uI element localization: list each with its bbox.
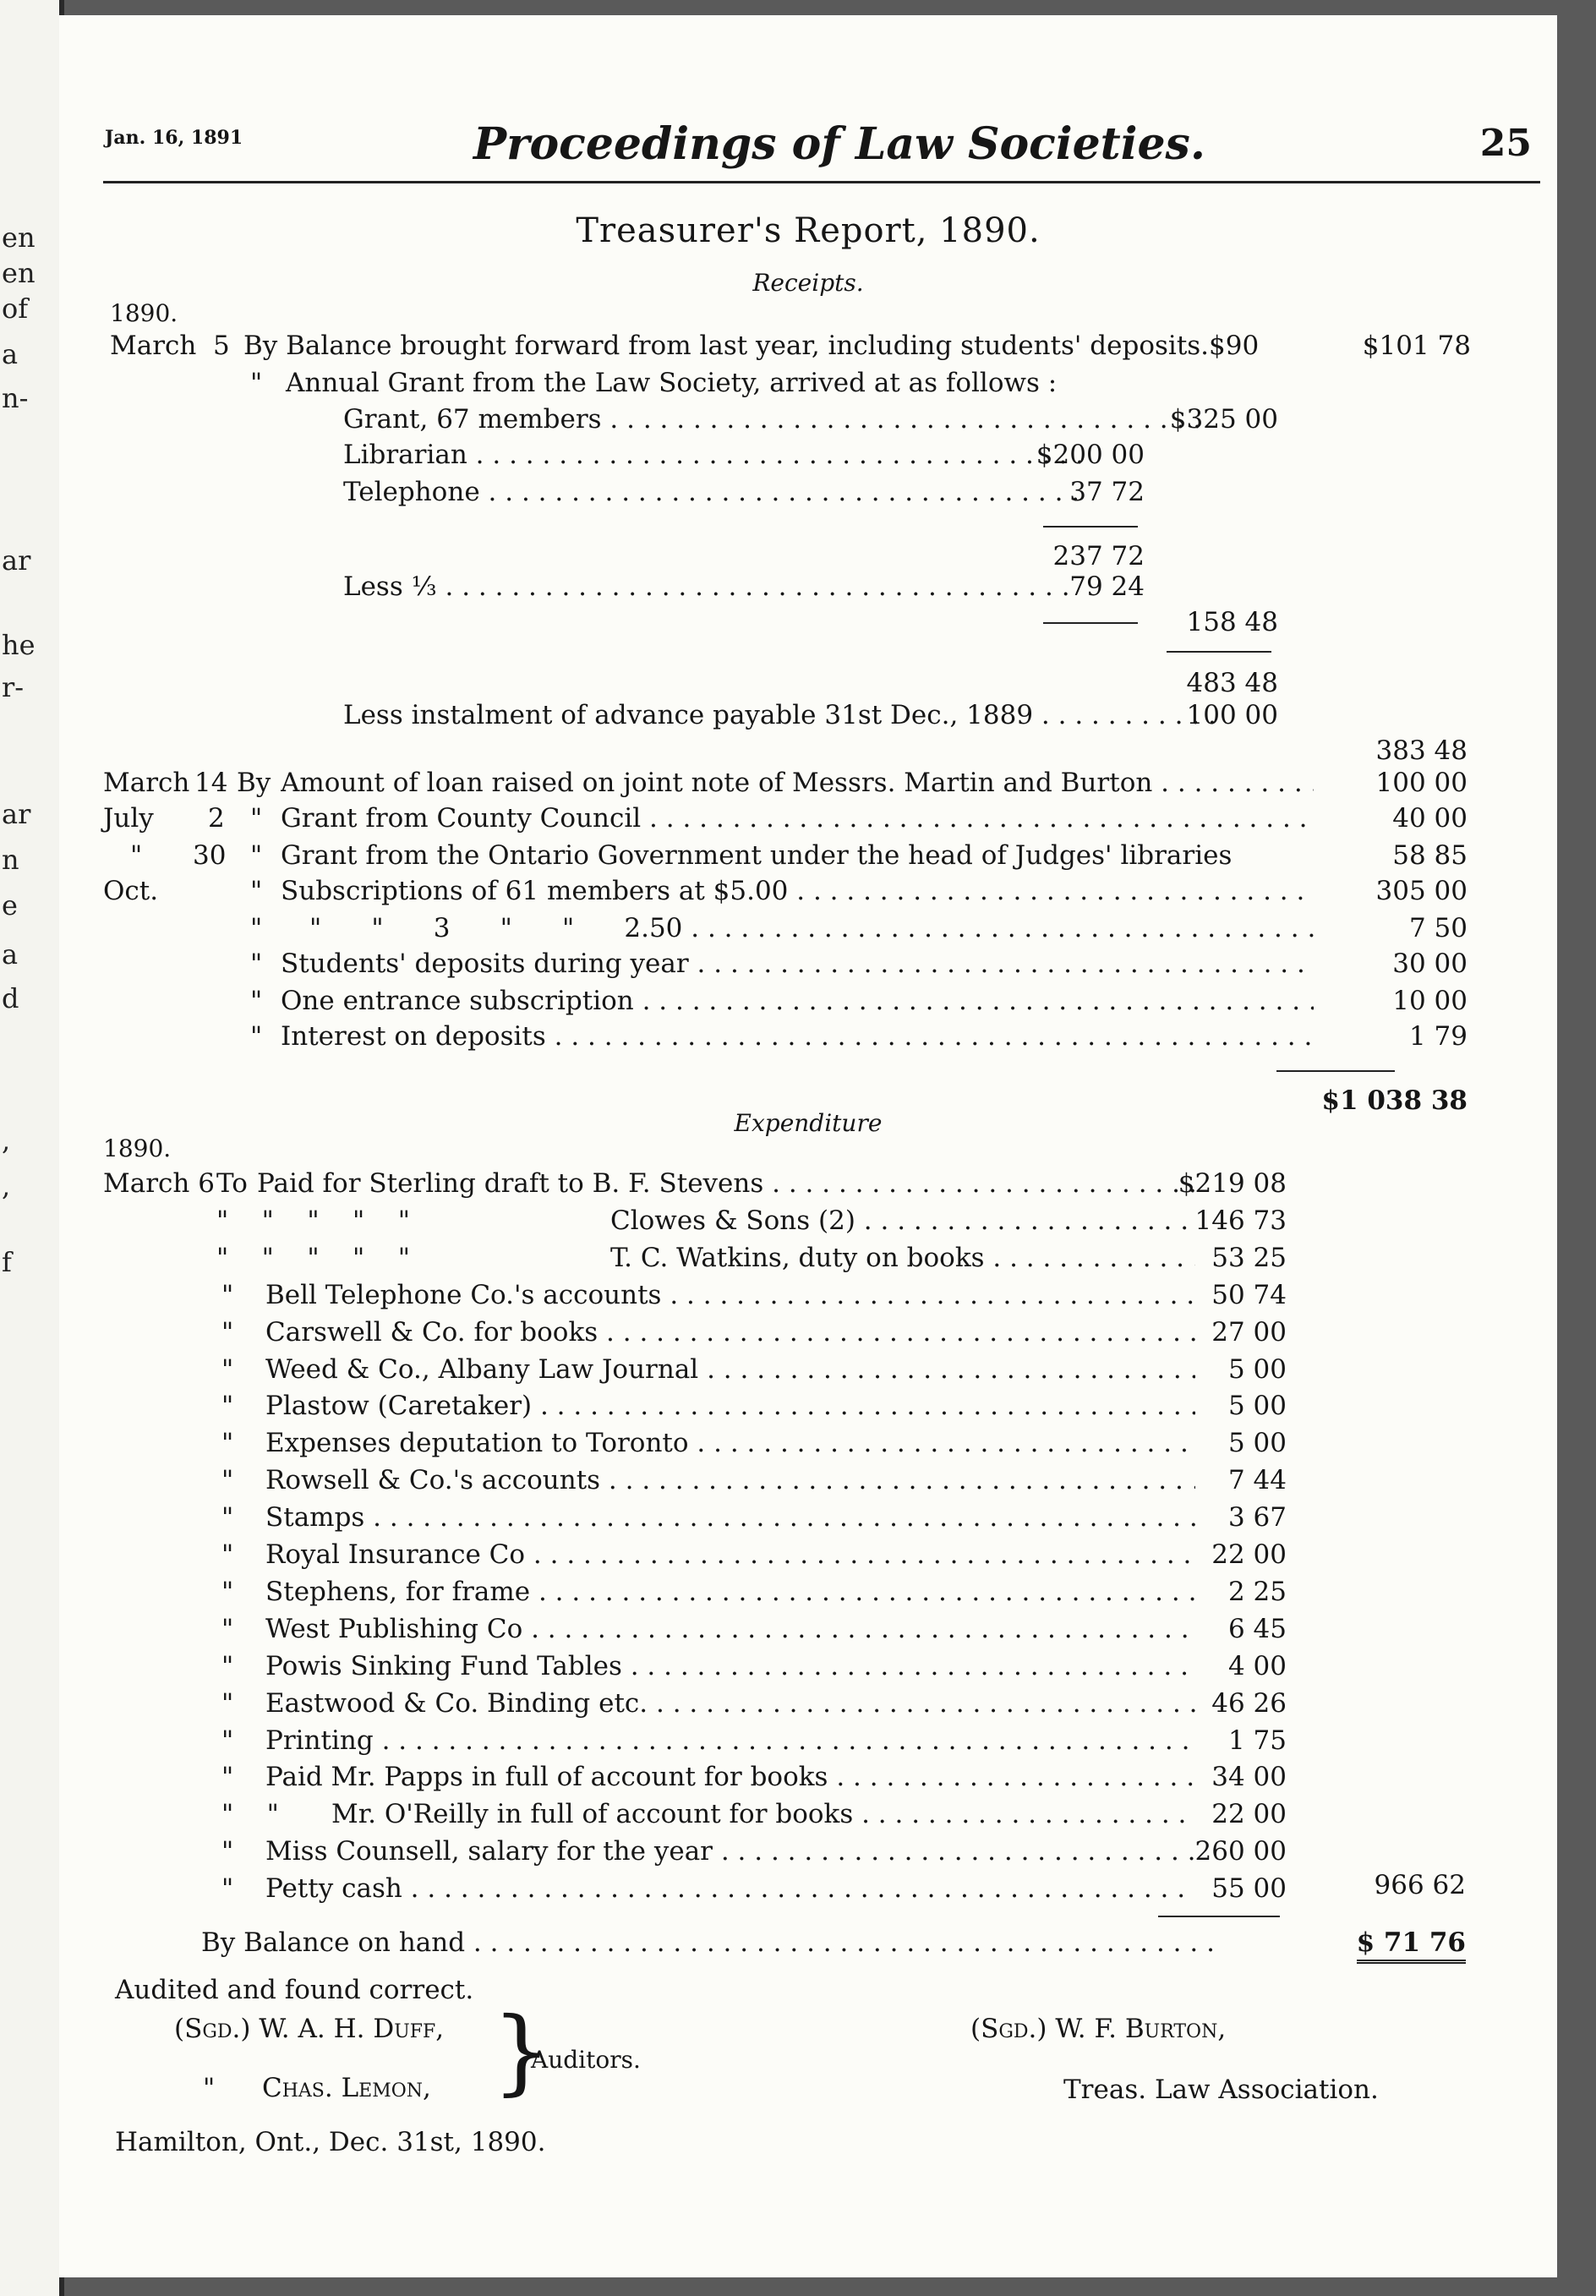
receipt-amount: 305 00 bbox=[1375, 876, 1468, 906]
margin-fragment: ar bbox=[2, 544, 31, 577]
adjacent-page-edge bbox=[0, 0, 64, 2296]
ditto-mark: " bbox=[221, 1577, 234, 1607]
receipt-date: July bbox=[103, 803, 154, 834]
expenditure-amount: 5 00 bbox=[1227, 1391, 1287, 1421]
expenditure-amount: 55 00 bbox=[1211, 1873, 1287, 1904]
margin-fragment: n bbox=[2, 844, 19, 876]
receipt-description: By Balance brought forward from last year, including students' deposits.$90 bbox=[243, 331, 1260, 361]
ditto-mark: " bbox=[250, 368, 263, 398]
ditto-mark: " bbox=[221, 1391, 234, 1421]
expenditure-description: Expenses deputation to Toronto . . . bbox=[265, 1428, 1195, 1458]
expenditure-amount: 260 00 bbox=[1194, 1836, 1287, 1867]
ditto-mark: " " " " " bbox=[216, 1205, 410, 1236]
ditto-mark: " bbox=[221, 1465, 234, 1495]
ditto-mark: " bbox=[221, 1614, 234, 1644]
expenditure-description: Royal Insurance Co . . . bbox=[265, 1539, 1195, 1570]
expenditure-description: West Publishing Co . . . bbox=[265, 1614, 1195, 1644]
expenditure-amount: 50 74 bbox=[1211, 1280, 1287, 1310]
expenditure-amount: 6 45 bbox=[1227, 1614, 1287, 1644]
ditto-mark: " bbox=[250, 876, 263, 906]
expenditure-description: Eastwood & Co. Binding etc. . . . bbox=[265, 1688, 1195, 1719]
grant-members-amount: $325 00 bbox=[1169, 404, 1278, 435]
receipt-amount: 40 00 bbox=[1392, 803, 1468, 834]
less-third-amount: 79 24 bbox=[1069, 571, 1145, 602]
margin-fragment: en bbox=[2, 257, 36, 289]
expenditure-amount: 2 25 bbox=[1227, 1577, 1287, 1607]
ditto-mark: " bbox=[250, 840, 263, 871]
receipt-day: 30 bbox=[193, 840, 227, 871]
expenditure-heading: Expenditure bbox=[734, 1109, 883, 1137]
expenditure-description: Rowsell & Co.'s accounts . . . bbox=[265, 1465, 1195, 1495]
expenditure-description: Carswell & Co. for books . . . bbox=[265, 1317, 1195, 1348]
receipt-amount: 10 00 bbox=[1392, 986, 1468, 1016]
receipt-amount: $101 78 bbox=[1362, 331, 1471, 361]
margin-fragment: f bbox=[2, 1246, 12, 1278]
expenditure-amount: 22 00 bbox=[1211, 1799, 1287, 1829]
receipt-description: Subscriptions of 61 members at $5.00 . . . bbox=[281, 876, 1314, 906]
expenditure-amount: 5 00 bbox=[1227, 1354, 1287, 1385]
auditor-signature: Chas. Lemon, bbox=[262, 2073, 431, 2103]
margin-fragment: a bbox=[2, 938, 19, 970]
margin-fragment: d bbox=[2, 982, 19, 1014]
ditto-mark: " bbox=[221, 1762, 234, 1792]
ditto-mark: " bbox=[250, 1021, 263, 1052]
ditto-mark: " bbox=[221, 1836, 234, 1867]
ditto-mark: " bbox=[250, 913, 263, 943]
receipt-amount: 58 85 bbox=[1392, 840, 1468, 871]
expenditure-description: T. C. Watkins, duty on books . . . bbox=[610, 1243, 1195, 1273]
less-instalment-label: Less instalment of advance payable 31st Dec., 1889 . . . bbox=[343, 700, 1214, 730]
expenditure-amount: 146 73 bbox=[1194, 1205, 1287, 1236]
brace: } bbox=[492, 1997, 551, 2105]
expenditure-description: Stamps . . . bbox=[265, 1502, 1195, 1533]
page-number: 25 bbox=[1479, 122, 1532, 165]
year-label: 1890. bbox=[103, 1134, 172, 1162]
margin-fragment: en bbox=[2, 221, 36, 254]
expenditure-prefix: To bbox=[216, 1168, 248, 1199]
expenditure-amount: 7 44 bbox=[1227, 1465, 1287, 1495]
ditto-mark: " bbox=[221, 1873, 234, 1904]
margin-fragment: n- bbox=[2, 382, 29, 414]
receipt-date: March bbox=[103, 768, 190, 798]
receipt-description: Amount of loan raised on joint note of Messrs. Martin and Burton . . . bbox=[281, 768, 1314, 798]
ditto-mark: " bbox=[221, 1354, 234, 1385]
expenditure-date: March 6 bbox=[103, 1168, 215, 1199]
net-grant: 383 48 bbox=[1375, 735, 1468, 766]
librarian-label: Librarian . . . bbox=[343, 440, 1080, 470]
receipts-total: $1 038 38 bbox=[1321, 1085, 1468, 1116]
ditto-mark: " bbox=[221, 1428, 234, 1458]
audit-statement: Audited and found correct. bbox=[115, 1975, 474, 2005]
balance-on-hand-amount: $ 71 76 bbox=[1357, 1927, 1466, 1964]
expenditure-amount: 34 00 bbox=[1211, 1762, 1287, 1792]
auditors-label: Auditors. bbox=[531, 2046, 641, 2074]
ditto-mark: " bbox=[221, 1725, 234, 1756]
librarian-amount: $200 00 bbox=[1036, 440, 1145, 470]
treasurer-title: Treas. Law Association. bbox=[1063, 2075, 1379, 2105]
ditto-mark: " bbox=[203, 2073, 216, 2103]
expenditure-description: Mr. O'Reilly in full of account for books . . . bbox=[331, 1799, 1195, 1829]
balance-on-hand-label: By Balance on hand . . . bbox=[201, 1927, 1222, 1958]
underline bbox=[1158, 1916, 1280, 1917]
year-label: 1890. bbox=[110, 299, 178, 327]
telephone-label: Telephone . . . bbox=[343, 477, 1080, 507]
underline bbox=[1167, 651, 1271, 653]
underline bbox=[1276, 1070, 1395, 1072]
header-rule bbox=[103, 181, 1540, 183]
receipt-prefix: By bbox=[237, 768, 271, 798]
total-grant: 483 48 bbox=[1186, 668, 1278, 698]
ditto-mark: " bbox=[221, 1688, 234, 1719]
underline bbox=[1043, 526, 1138, 528]
expenditure-amount: 4 00 bbox=[1227, 1651, 1287, 1681]
auditor-signature: (Sgd.) W. A. H. Duff, bbox=[174, 2014, 445, 2044]
margin-fragment: , bbox=[2, 1170, 11, 1202]
ditto-mark: " bbox=[221, 1317, 234, 1348]
receipt-description: Annual Grant from the Law Society, arrived at as follows : bbox=[286, 368, 1058, 398]
ditto-mark: " bbox=[221, 1651, 234, 1681]
header-date: Jan. 16, 1891 bbox=[105, 127, 243, 149]
expenditure-description: Clowes & Sons (2) . . . bbox=[610, 1205, 1195, 1236]
margin-fragment: , bbox=[2, 1124, 11, 1156]
expenditure-description: Weed & Co., Albany Law Journal . . . bbox=[265, 1354, 1195, 1385]
less-instalment-amount: 100 00 bbox=[1186, 700, 1278, 730]
receipt-date: Oct. bbox=[103, 876, 159, 906]
receipt-description: " " 3 " " 2.50 . . . bbox=[309, 913, 1314, 943]
expenditure-description: Paid for Sterling draft to B. F. Stevens . . . bbox=[257, 1168, 1195, 1199]
receipt-description: One entrance subscription . . . bbox=[281, 986, 1314, 1016]
expenditure-amount: 3 67 bbox=[1227, 1502, 1287, 1533]
expenditure-amount: 46 26 bbox=[1211, 1688, 1287, 1719]
grant-members-label: Grant, 67 members . . . bbox=[343, 404, 1211, 435]
subtotal-amount: 237 72 bbox=[1052, 541, 1145, 571]
receipt-day: 14 bbox=[194, 768, 228, 798]
receipt-day: 2 bbox=[208, 803, 225, 834]
expenditure-description: Petty cash . . . bbox=[265, 1873, 1195, 1904]
expenditure-amount: 53 25 bbox=[1211, 1243, 1287, 1273]
expenditure-description: Powis Sinking Fund Tables . . . bbox=[265, 1651, 1195, 1681]
less-third-label: Less ⅓ . . . bbox=[343, 571, 1080, 602]
receipt-day: 5 bbox=[213, 331, 230, 361]
ditto-mark: " bbox=[250, 986, 263, 1016]
ditto-mark: " " bbox=[221, 1799, 279, 1829]
expenditure-total: 966 62 bbox=[1374, 1870, 1466, 1900]
receipt-amount: 100 00 bbox=[1375, 768, 1468, 798]
receipt-amount: 1 79 bbox=[1408, 1021, 1468, 1052]
report-title: Treasurer's Report, 1890. bbox=[576, 211, 1041, 250]
expenditure-description: Bell Telephone Co.'s accounts . . . bbox=[265, 1280, 1195, 1310]
receipt-description: Grant from County Council . . . bbox=[281, 803, 1314, 834]
expenditure-description: Stephens, for frame . . . bbox=[265, 1577, 1195, 1607]
ditto-mark: " bbox=[221, 1539, 234, 1570]
underline bbox=[1043, 622, 1138, 624]
ditto-mark: " bbox=[250, 803, 263, 834]
receipt-amount: 7 50 bbox=[1408, 913, 1468, 943]
header-title: Proceedings of Law Societies. bbox=[473, 118, 1205, 170]
margin-fragment: he bbox=[2, 629, 36, 661]
expenditure-description: Miss Counsell, salary for the year . . . bbox=[265, 1836, 1195, 1867]
margin-fragment: of bbox=[2, 292, 29, 325]
expenditure-amount: 1 75 bbox=[1227, 1725, 1287, 1756]
receipt-date: March bbox=[110, 331, 197, 361]
margin-fragment: e bbox=[2, 889, 18, 921]
ditto-mark: " bbox=[250, 948, 263, 979]
margin-fragment: r- bbox=[2, 671, 25, 703]
expenditure-amount: 5 00 bbox=[1227, 1428, 1287, 1458]
receipt-description: Students' deposits during year . . . bbox=[281, 948, 1314, 979]
telephone-amount: 37 72 bbox=[1069, 477, 1145, 507]
receipts-heading: Receipts. bbox=[752, 269, 864, 297]
less-third-result: 158 48 bbox=[1186, 607, 1278, 637]
expenditure-description: Plastow (Caretaker) . . . bbox=[265, 1391, 1195, 1421]
ditto-mark: " bbox=[221, 1280, 234, 1310]
expenditure-description: Paid Mr. Papps in full of account for books . . . bbox=[265, 1762, 1195, 1792]
receipt-amount: 30 00 bbox=[1392, 948, 1468, 979]
document-page bbox=[59, 15, 1557, 2277]
expenditure-amount: 22 00 bbox=[1211, 1539, 1287, 1570]
expenditure-amount: 27 00 bbox=[1211, 1317, 1287, 1348]
receipt-date: " bbox=[130, 840, 143, 871]
place-date: Hamilton, Ont., Dec. 31st, 1890. bbox=[115, 2127, 546, 2157]
ditto-mark: " bbox=[221, 1502, 234, 1533]
expenditure-description: Printing . . . bbox=[265, 1725, 1195, 1756]
treasurer-signature: (Sgd.) W. F. Burton, bbox=[970, 2014, 1227, 2044]
receipt-description: Grant from the Ontario Government under the head of Judges' libraries bbox=[281, 840, 1233, 871]
margin-fragment: a bbox=[2, 338, 19, 370]
expenditure-amount: $219 08 bbox=[1178, 1168, 1287, 1199]
ditto-mark: " " " " " bbox=[216, 1243, 410, 1273]
receipt-description: Interest on deposits . . . bbox=[281, 1021, 1314, 1052]
margin-fragment: ar bbox=[2, 798, 31, 830]
